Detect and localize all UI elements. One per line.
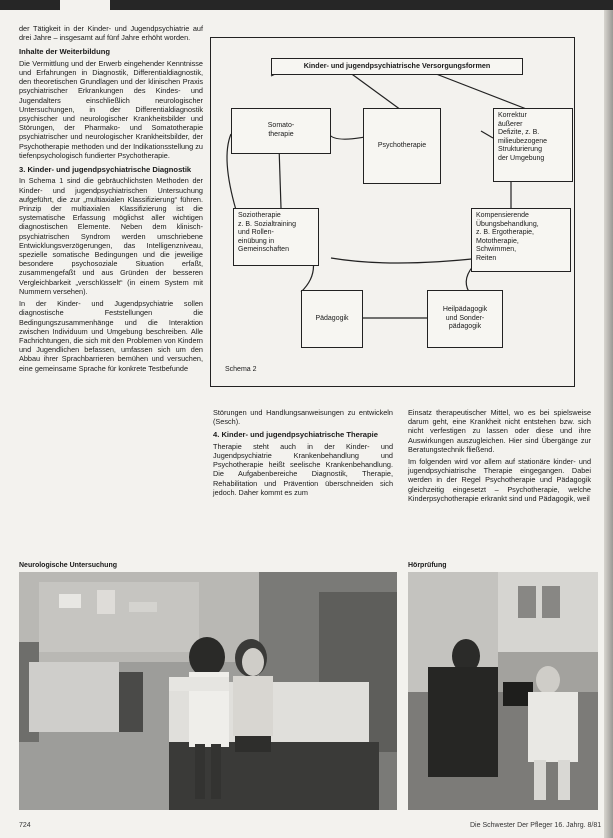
right-column — [408, 408, 591, 506]
paragraph-left-last: In der Kinder- und Jugendpsychiatrie sollen diagnostische Feststellungen die Bedingungszusammenhänge und die Interaktion zwischen Individuum und Umgebung beschreiben. Alle Fachrichtungen, die sich mit den Problemen von Kindern und Jugendlichen befassen, umfassen sich um den Abbau ihrer Sprachbarrieren bemühen und versuchen, eine gemeinsame Sprache für konkrete Testbefunde — [19, 299, 203, 373]
schema-box-paedagogik: Pädagogik — [301, 290, 363, 348]
schema-title-box: Kinder- und jugendpsychiatrische Versorgungsformen — [271, 58, 523, 75]
schema-box-psychotherapie: Psychotherapie — [363, 108, 441, 184]
paragraph-weiterbildung: Die Vermittlung und der Erwerb eingehender Kenntnisse und Erfahrungen in Diagnostik, Differentialdiagnostik, den theoretischen Grundlagen und der klinischen Praxis psychiatrischer Erkrankungen des Kindes- und Jugendalters einschließlich neurologischer Untersuchungen, in der Differentialdiagnostik psychischer und neurologischer Krankheitsbilder und Störungen, der Pharmako- und Somatotherapie psychiatrischer und neurologischer Krankheitsbilder, der Psychotherapie methoden und der Indikationsstellung zu tiefenpsychologisch fundierter Psychotherapie. — [19, 58, 203, 160]
caption-left-photo: Neurologische Untersuchung — [19, 562, 118, 569]
page-edge-shadow — [604, 10, 613, 838]
top-bar-notch — [60, 0, 110, 10]
heading-therapie: 4. Kinder- und jugendpsychiatrische Therapie — [213, 430, 378, 440]
caption-right-photo: Hörprüfung — [408, 562, 447, 569]
schema-box-kompensierende: Kompensierende Übungsbehandlung, z. B. Ergotherapie, Mototherapie, Schwimmen, Reiten — [471, 208, 571, 272]
middle-column — [213, 408, 393, 500]
schema-box-soziotherapie: Soziotherapie z. B. Sozialtraining und Rollen- einübung in Gemeinschaften — [233, 208, 319, 266]
left-column — [19, 24, 203, 376]
schema-box-korrektur: Korrektur äußerer Defizite, z. B. milieubezogene Strukturierung der Umgebung — [493, 108, 573, 182]
page-number: 724 — [19, 822, 31, 829]
schema-diagram — [210, 37, 575, 387]
photo-neurologische-untersuchung — [19, 572, 397, 810]
photo-left-illustration — [19, 572, 397, 810]
heading-diagnostik: 3. Kinder- und jugendpsychiatrische Diagnostik — [19, 165, 192, 175]
paragraph-therapie: Therapie steht auch in der Kinder- und Jugendpsychiatrie Krankenbehandlung und Psychotherapie heißt seelische Krankenbehandlung. Die Aufgabenbereiche Diagnostik, Therapie, Rehabilitation und Prävention überschneiden sich jedoch. Daher kommt es zum — [213, 441, 393, 497]
schema-box-heilpaedagogik: Heilpädagogik und Sonder- pädagogik — [427, 290, 503, 348]
paragraph-diagnostik: In Schema 1 sind die gebräuchlichsten Methoden der Kinder- und jugendpsychiatrischen Untersuchung aufgeführt, die zur „multiaxialen Klassifizierung“ führen. Prinzip der multiaxialen Klassifizierung ist die systematische Erfassung möglichst aller wichtigen diagnostischen Elemente. Neben dem klinisch-psychiatrischen Syndrom werden umschriebene Entwicklungsverzögerungen, das Intelligenzniveau, spezielle somatische Bedingungen und die jeweilige besondere psychosoziale Situation erfaßt, zusammengefaßt und aus Gründen der besseren Vergleichbarkeit „verschlüsselt“ (in einem System mit Nummern versehen). — [19, 176, 203, 296]
paragraph-right-second: Im folgenden wird vor allem auf stationäre kinder- und jugendpsychiatrische Therapie eingegangen. Dabei werden in der Regel Psychotherapie und Pädagogik gleichzeitig eingesetzt – Psychotherapie, welche Kinderpsychotherapie erkrankt sind und Pädagogik, weil — [408, 457, 591, 503]
paragraph-right-top: Einsatz therapeutischer Mittel, wo es bei spielsweise darum geht, eine Krankheit nicht entstehen bzw. sich nicht verfestigen zu lassen oder diese und ihre Auswirkungen auszugleichen. Hier sind Übergänge zur Beratungstechnik fließend. — [408, 408, 591, 454]
schema-label: Schema 2 — [225, 366, 257, 373]
schema-box-somatotherapie: Somato- therapie — [231, 108, 331, 154]
intro-paragraph: der Tätigkeit in der Kinder- und Jugendpsychiatrie auf drei Jahre – insgesamt auf fünf Jahre erhöht worden. — [19, 24, 203, 43]
paragraph-mid-top: Störungen und Handlungsanweisungen zu entwickeln (Sesch). — [213, 408, 393, 427]
photo-right-illustration — [408, 572, 598, 810]
journal-footer: Die Schwester Der Pfleger 16. Jahrg. 8/81 — [470, 822, 602, 829]
heading-weiterbildung: Inhalte der Weiterbildung — [19, 47, 110, 57]
photo-hoerpruefung — [408, 572, 598, 810]
